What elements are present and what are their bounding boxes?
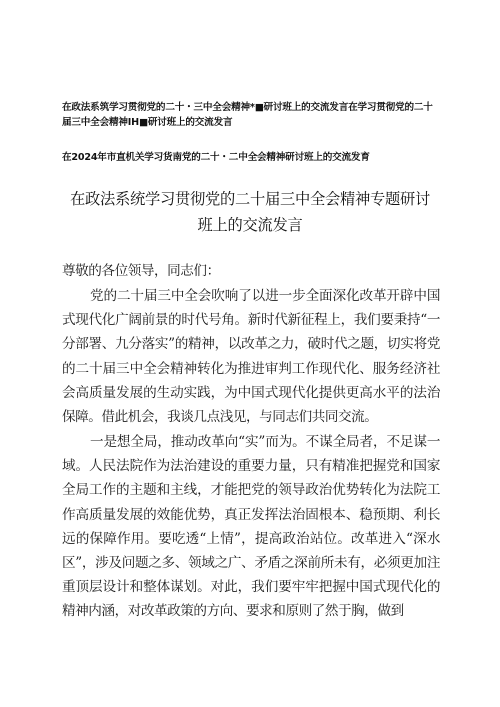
document-title: 在政法系统学习贯彻党的二十届三中全会精神专题研讨班上的交流发言 [70, 190, 430, 234]
header-subtitle-line: 在2024年市直机关学习货南党的二十・二中全会精神研讨班上的交流发育 [62, 152, 370, 163]
paragraph-intro: 党的二十届三中全会吹响了以进一步全面深化改革开辟中国式现代化广阔前景的时代号角。新时代新征程上，我们要秉持“一分部署、九分落实”的精神，以改革之力，破时代之题，切实将党的二十届三中全会精神转化为推进审判工作现代化、服务经济社会高质量发展的生动实践，为中国式现代化提供更高水平的法治保障。借此机会，我谈几点浅见，与同志们共同交流。 [62, 288, 440, 426]
salutation: 尊敬的各位领导，同志们： [62, 263, 220, 279]
paragraph-point-one: 一是想全局，推动改革向“实”而为。不谋全局者，不足谋一域。人民法院作为法治建设的重要力量，只有精准把握党和国家全局工作的主题和主线，才能把党的领导政治优势转化为法院工作高质量发展的效能优势，真正发挥法治固根本、稳预期、利长远的保障作用。要吃透“上情”，提高政治站位。改革进入“深水区”，涉及问题之多、领域之广、矛盾之深前所未有，必须更加注重顶层设计和整体谋划。对此，我们要牢牢把握中国式现代化的精神内涵，对改革政策的方向、要求和原则了然于胸，做到 [62, 434, 440, 620]
header-title-line: 在政法系筑学习贯彻党的二十・三中全会精神*■研讨班上的交流发言在学习贯彻党的二十届三中全会精神IH■研讨班上的交流发言 [62, 102, 433, 128]
